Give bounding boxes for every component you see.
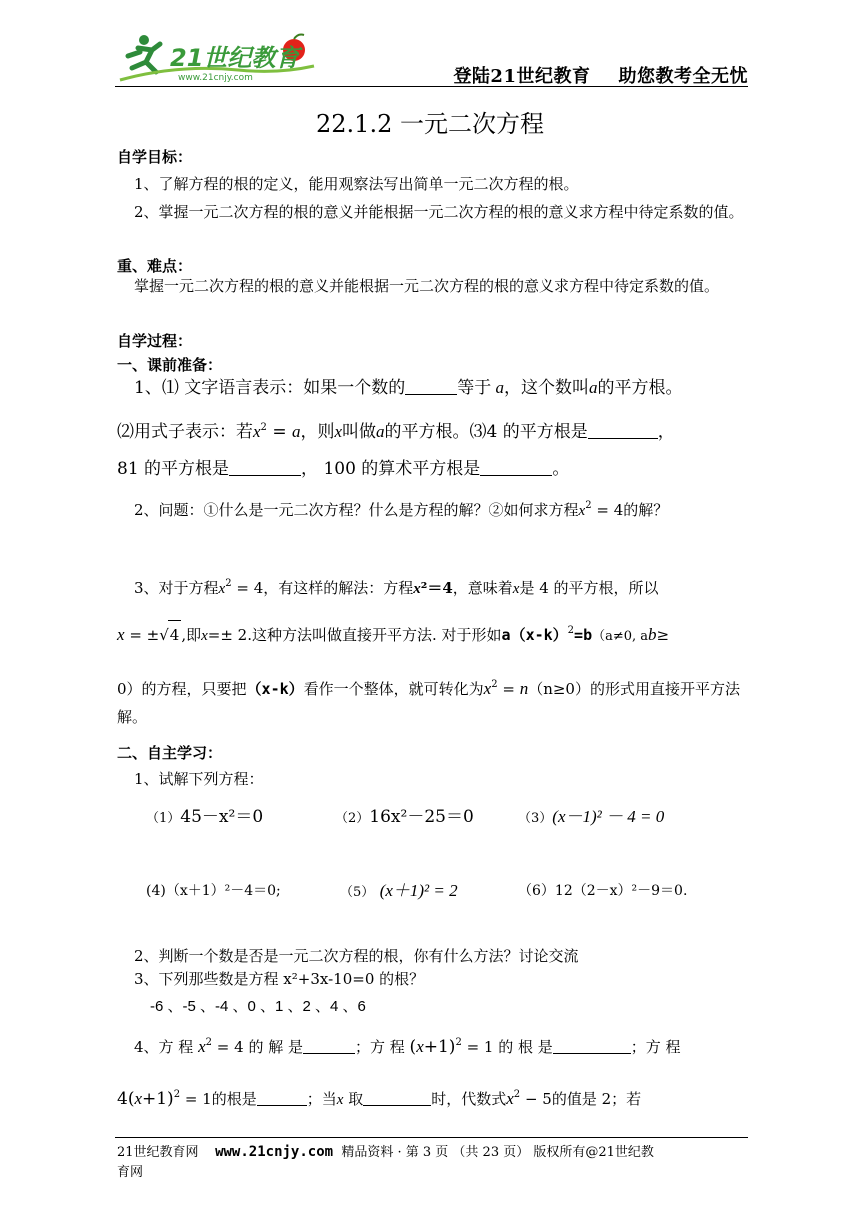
equation-3: （3）(x－1)² － 4 = 0: [518, 807, 665, 826]
equation-6: （6）12（2－x）²－9＝0.: [518, 883, 688, 899]
runner-icon: [128, 35, 160, 72]
prep-q3-line2: x = ±√4 ,即x=± 2.这种方法叫做直接开平方法. 对于形如$a(x-k)^2=b(a\ne 0$, ab≥: [117, 620, 747, 651]
svg-text:21世纪教育: 21世纪教育: [170, 44, 300, 72]
self-q2: 2、判断一个数是否是一元二次方程的根，你有什么方法？讨论交流: [134, 947, 579, 965]
equation-1: （1）45－x²＝0: [146, 807, 264, 827]
root-candidates: -6 、-5 、-4 、0 、1 、2 、4 、6: [150, 998, 366, 1015]
page-title: 22.1.2 一元二次方程: [316, 110, 544, 138]
site-logo: [118, 30, 318, 86]
self-q3: 3、下列那些数是方程 x²+3x-10=0 的根？: [134, 970, 425, 988]
goal-item-1: 1、了解方程的根的定义，能用观察法写出简单一元二次方程的根。: [134, 175, 579, 193]
header-slogan: [453, 62, 748, 88]
prep-q1-line3: 81 的平方根是 ， 100 的算术平方根是 。: [117, 459, 570, 479]
slogan-left: 登陆21世纪教育: [453, 66, 591, 87]
prep-q3-line3: 0）的方程，只要把（x-k）看作一个整体，就可转化为$x^2 = n(n\ge 0)$的形式用直接开平方法解。: [117, 679, 740, 726]
equation-5: （5） (x＋1)² = 2: [340, 881, 458, 900]
prep-heading: 一、课前准备：: [117, 356, 223, 374]
process-heading: 自学过程：: [117, 332, 193, 350]
self-heading: 二、自主学习：: [117, 744, 223, 762]
equation-4: (4)（x＋1）²－4＝0;: [146, 883, 281, 899]
prep-q2: 2、问题：①什么是一元二次方程？什么是方程的解？②如何求方程$x^2 = 4$的解？: [134, 500, 669, 519]
goal-heading: 自学目标：: [117, 148, 193, 166]
header-rule: [115, 86, 748, 87]
self-q4-line1: 4、方 程 $x^2 = 4$ 的 解 是 ；方 程 $(x+1)^2 = 1$ 的 根 是 ；方 程: [134, 1037, 681, 1057]
key-text: 掌握一元二次方程的根的意义并能根据一元二次方程的根的意义求方程中待定系数的值。: [134, 277, 720, 295]
self-q4-line2: $4(x+1)^2 = 1$的根是 ；当x 取 时，代数式$x^2 - 5$的值是 2；若: [117, 1089, 642, 1109]
slogan-right: 助您教考全无忧: [618, 66, 748, 87]
equation-2: （2）16x²－25＝0: [335, 807, 474, 827]
prep-q1-line1: 1、⑴ 文字语言表示：如果一个数的 等于 a，这个数叫a的平方根。: [134, 378, 683, 398]
goal-item-2: 2、掌握一元二次方程的根的意义并能根据一元二次方程的根的意义求方程中待定系数的值。: [134, 203, 744, 221]
prep-q3-line1: 3、对于方程$x^2 = 4$，有这样的解法：方程x²＝4，意味着x是 4 的平方根，所以: [134, 578, 659, 597]
prep-q1-line2: ⑵用式子表示：若$x^2 = a$，则x叫做a的平方根。⑶4 的平方根是 ，: [117, 422, 675, 442]
footer-rule: [115, 1137, 748, 1138]
key-heading: 重、难点：: [117, 257, 193, 275]
self-q1: 1、试解下列方程：: [134, 770, 264, 788]
footer-url[interactable]: www.21cnjy.com: [215, 1144, 334, 1160]
page-footer: 21世纪教育网 www.21cnjy.com 精品资料 · 第 3 页 （共 23 页） 版权所有@21世纪教 育网: [117, 1144, 654, 1180]
svg-text:www.21cnjy.com: www.21cnjy.com: [178, 73, 253, 83]
